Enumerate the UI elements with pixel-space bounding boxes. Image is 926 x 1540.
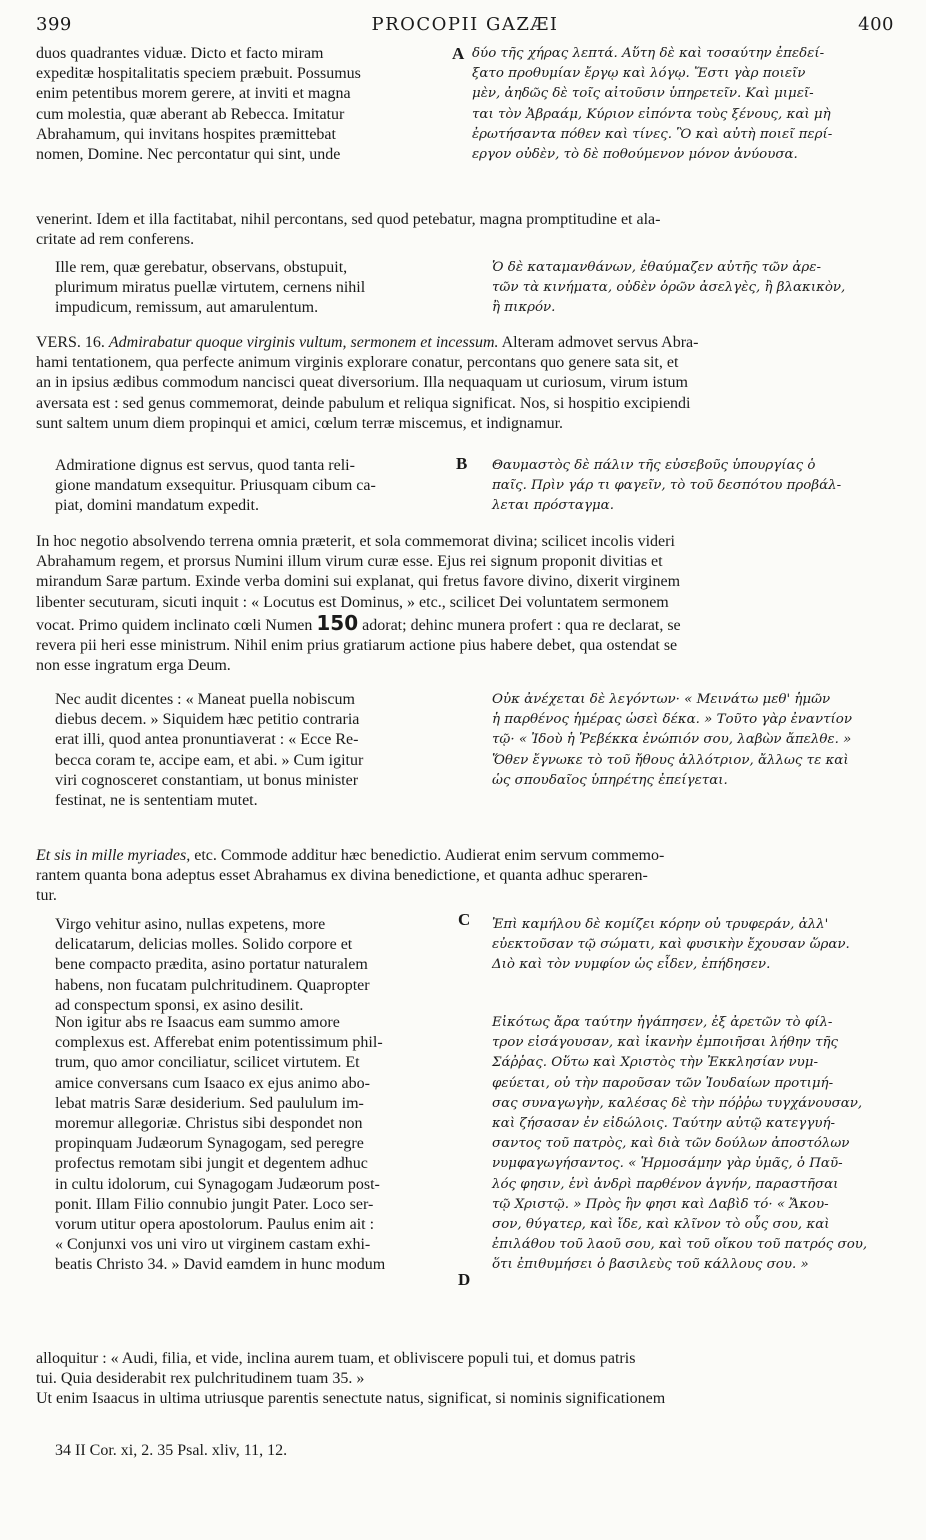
paragraph-3-part-a: In hoc negotio absolvendo terrena omnia præterit, et sola commemorat divina; scilicet incolis videri Abrahamum regem, et prorsus Numini illum virum curæ esse. Ejus rei signum proponit divitias et mirandum Saræ partum. Exinde verba domini sui explanat, qui fretus favore divino, dixerit virginem libenter secuturam, sicuti inquit : « Locutus est Dominus, » etc., scilicet Dei voluntatem sermonem vocat. Primo quidem inclinato cœli Numen <box>36 533 681 634</box>
full-paragraph-1: venerint. Idem et illa factitabat, nihil percontans, sed quod petebatur, magna promptitudine et ala- critate ad rem conferens. <box>36 211 661 249</box>
latin-column-2: Ille rem, quæ gerebatur, observans, obstupuit, plurimum miratus puellæ virtutem, cernens nihil impudicum, remissum, aut amarulentum. <box>55 259 366 317</box>
latin-column-4: Nec audit dicentes : « Maneat puella nobiscum diebus decem. » Siquidem hæc petitio contraria erat illi, quod antea pronuntiaverat : « Ecce Re- becca coram te, accipe eam, et abi. » Cum igitur viri cognosceret constantiam, ut bonus minister festinat, ne is sententiam mutet. <box>55 691 364 810</box>
margin-marker-a: A <box>452 44 465 63</box>
running-title: PROCOPII GAZÆI <box>371 14 559 35</box>
verse-quote-commentary: etc. Commode additur hæc benedictio. Audierat enim servum commemo- rantem quanta bona adeptus esset Abrahamus ex divina benedictione, et quanta adhuc speraren- tur. <box>36 847 665 905</box>
greek-column-5: Ἐπὶ καμήλου δὲ κομίζει κόρην οὐ τρυφεράν, ἀλλ' εὐεκτοῦσαν τῷ σώματι, καὶ φυσικὴν ἔχουσαν ὥραν. Διὸ καὶ τὸν νυμφίον ὡς εἶδεν, ἐπήδησεν. <box>492 917 850 973</box>
latin-column-6: Non igitur abs re Isaacus eam summo amore complexus est. Afferebat enim potentissimum phil- trum, quo amor conciliatur, scilicet virtutem. Et amice conversans cum Isaaco ex ejus animo abo- lebat matris Saræ desiderium. Sed paululum im- moremur allegoriæ. Christus sibi despondet non propinquam Judæorum Synagogam, sed peregre profectus remotam sibi jungit et degentem adhuc in cultu idolorum, cui Synagogam Judæorum post- ponit. Illam Filio connubio jungit Pater. Loco ser- vorum utitur opera apostolorum. Paulus enim ait : « Conjunxi vos uni viro ut virginem castam exhi- beatis Christo 34. » David eamdem in hunc modum <box>55 1014 386 1274</box>
paragraph-3-part-b: adorat; dehinc munera profert : qua re declarat, se revera pii heri esse ministrum. Nihil enim prius gratiarum actione pius habere debet, qua ostendat se non esse ingratum erga Deum. <box>36 616 681 675</box>
page-number-right: 400 <box>858 14 894 35</box>
verse-commentary: Alteram admovet servus Abra- hami tentationem, qua perfecte animum virginis explorare conatur, percontans quo genere sata sit, et an in ipsius ædibus commodum nancisci queat diversorium. Illa nequaquam ut curiosum, virum istum aversata est : sed genus commemorat, deinde pabulum et reliqua significat. Nos, si hospitio excipiendi sunt saltem unum diem propinqui et amici, cœlum terræ miscemus, et indignamur. <box>36 334 699 432</box>
verse-16-paragraph <box>36 333 896 434</box>
verse-label: VERS. 16. <box>36 334 105 351</box>
full-paragraph-4 <box>36 846 896 907</box>
greek-column-6: Εἰκότως ἄρα ταύτην ἠγάπησεν, ἐξ ἀρετῶν τὸ φίλ- τρον εἰσάγουσαν, καὶ ἱκανὴν ἐμποιῆσαι λήθην τῆς Σάῤῥας. Οὕτω καὶ Χριστὸς τὴν Ἐκκλησίαν νυμ- φεύεται, οὐ τὴν παροῦσαν τῶν Ἰουδαίων προτιμή- σας συναγωγὴν, καλέσας δὲ τὴν πόῤῥω τυγχάνουσαν, καὶ ζήσασαν ἐν εἰδώλοις. Ταύτην αὐτῷ κατεγγυή- σαντος τοῦ πατρὸς, καὶ διὰ τῶν δούλων ἀποστόλων νυμφαγωγήσαντος. « Ἡρμοσάμην γὰρ ὑμᾶς, ὁ Παῦ- λός φησιν, ἑνὶ ἀνδρὶ παρθένον ἁγνήν, παραστῆσαι τῷ Χριστῷ. » Πρὸς ἣν φησι καὶ Δαβὶδ τό· « Ἄκου- σον, θύγατερ, καὶ ἴδε, καὶ κλῖνον τὸ οὖς σου, καὶ ἐπιλάθου τοῦ λαοῦ σου, καὶ τοῦ οἴκου τοῦ πατρός σου, ὅτι ἐπιθυμήσει ὁ βασιλεὺς τοῦ κάλλους σου. » <box>492 1015 868 1273</box>
verse-quote: Et sis in mille myriades, <box>36 847 191 864</box>
margin-marker-b: B <box>456 454 468 473</box>
greek-column-4: Οὐκ ἀνέχεται δὲ λεγόντων· « Μεινάτω μεθ' ἡμῶν ἡ παρθένος ἡμέρας ὡσεὶ δέκα. » Τοῦτο γὰρ ἐναντίον τῷ· « Ἰδοὺ ἡ Ῥεβέκκα ἐνώπιόν σου, λαβὼν ἄπελθε. » Ὅθεν ἔγνωκε τὸ τοῦ ἤθους ἀλλότριον, ἄλλως τε καὶ ὡς σπουδαῖος ὑπηρέτης ἐπείγεται. <box>492 692 852 788</box>
verse-title: Admirabatur quoque virginis vultum, sermonem et incessum. <box>108 334 499 351</box>
greek-column-1: δύο τῆς χήρας λεπτά. Αὕτη δὲ καὶ τοσαύτην ἐπεδεί- ξατο προθυμίαν ἔργῳ καὶ λόγῳ. Ἔστι γὰρ ποιεῖν μὲν, ἀηδῶς δὲ τοῖς αἰτοῦσιν ὑπηρετεῖν. Καὶ μιμεῖ- ται τὸν Ἀβραάμ, Κύριον εἰπόντα τοὺς ξένους, καὶ μὴ ἐρωτήσαντα πόθεν καὶ τίνες. Ὃ καὶ αὐτὴ ποιεῖ περί- εργον οὐδὲν, τὸ δὲ ποθούμενον μόνον ἀνύουσα. <box>472 46 833 163</box>
latin-column-1: duos quadrantes viduæ. Dicto et facto miram expeditæ hospitalitatis speciem præbuit. Possumus enim petentibus morem gerere, at inviti et magna cum molestia, quæ aberant ab Rebecca. Imitatur Abrahamum, qui invitans hospites præmittebat nomen, Domine. Nec percontatur qui sint, unde <box>36 45 361 164</box>
greek-column-3: Θαυμαστὸς δὲ πάλιν τῆς εὐσεβοῦς ὑπουργίας ὁ παῖς. Πρὶν γάρ τι φαγεῖν, τὸ τοῦ δεσπότου προβάλ- λεται πρόσταγμα. <box>492 458 842 514</box>
greek-column-2: Ὁ δὲ καταμανθάνων, ἐθαύμαζεν αὐτῆς τῶν ἀρε- τῶν τὰ κινήματα, οὐδὲν ὁρῶν ἀσελγὲς, ἢ βλακικὸν, ἢ πικρόν. <box>492 260 846 316</box>
latin-column-3: Admiratione dignus est servus, quod tanta reli- gione mandatum exsequitur. Priusquam cibum ca- piat, domini mandatum expedit. <box>55 457 376 515</box>
running-header <box>36 6 894 36</box>
page-number-left: 399 <box>36 14 72 35</box>
latin-column-5: Virgo vehitur asino, nullas expetens, more delicatarum, delicias molles. Solido corpore et bene compacto prædita, asino portatur naturalem habens, non fucatam pulchritudinem. Quapropter ad conspectum sponsi, ex asino desilit. <box>55 916 370 1014</box>
column-number: 150 <box>316 610 359 635</box>
margin-marker-c: C <box>458 910 471 929</box>
full-paragraph-3 <box>36 532 896 676</box>
full-paragraph-6: alloquitur : « Audi, filia, et vide, inclina aurem tuam, et obliviscere populi tui, et domus patris tui. Quia desiderabit rex pulchritudinem tuam 35. » Ut enim Isaacus in ultima utriusque parentis senectute natus, significat, si nominis significationem <box>36 1350 666 1408</box>
margin-marker-d: D <box>458 1270 471 1289</box>
footnotes: 34 II Cor. xi, 2. 35 Psal. xliv, 11, 12. <box>55 1442 288 1459</box>
